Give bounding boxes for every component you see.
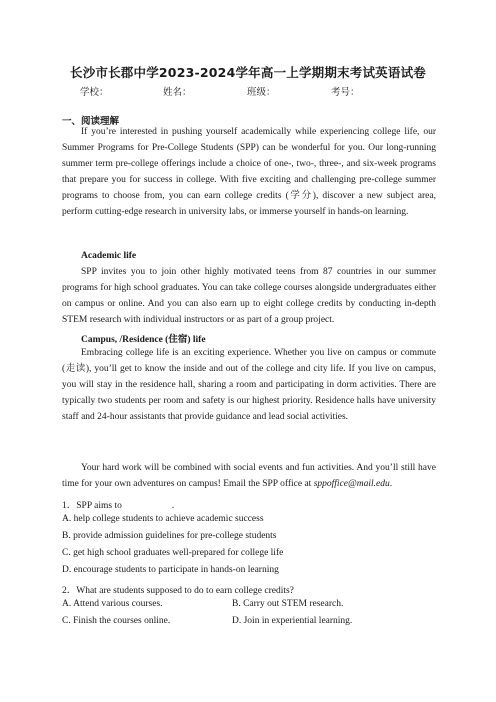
question-2-option-d: D. Join in experiential learning. — [232, 616, 353, 626]
number-field: 考号： — [331, 87, 360, 98]
paragraph-4-text: Your hard work will be combined with social events and fun activities. And you’ll still have time for your own adventures on campus! Email the SPP office at — [62, 463, 436, 489]
question-1-option-a: A. help college students to achieve academic success — [62, 514, 264, 524]
question-1-end: . — [171, 501, 175, 511]
question-2-option-c: C. Finish the courses online. — [62, 616, 171, 626]
passage-paragraph-2: SPP invites you to join other highly motivated teens from 87 countries in our summer programs for high school graduates. You can take college courses alongside undergraduates either on campus or online. And you can also earn up to eight college credits by conducting in-depth STEM research with individual instructors or as part of a group project. — [62, 267, 436, 325]
question-1-option-c: C. get high school graduates well-prepared for college life — [62, 548, 284, 558]
email-address: sppoffice@mail.edu — [313, 479, 390, 489]
passage-paragraph-1: If you’re interested in pushing yourself academically while experiencing college life, our Summer Programs for Pre-College Students (SPP) can be wonderful for you. Our long-running summer term pre-college offerings include a choice of one-, two-, three-, and six-week programs that prepare you for success in college. With five exciting and challenging pre-college summer programs to choose from, you can earn college credits (学分), discover a new subject area, perform cutting-edge research in university labs, or immerse yourself in hands-on learning. — [62, 127, 436, 217]
passage-paragraph-4 — [62, 460, 436, 492]
question-2-option-b: B. Carry out STEM research. — [232, 599, 344, 609]
class-field: 班级： — [247, 87, 276, 98]
exam-title: 长沙市长郡中学2023-2024学年高一上学期期末考试英语试卷 — [70, 65, 426, 80]
question-2-option-a: A. Attend various courses. — [62, 599, 163, 609]
section-heading: 一、阅读理解 — [62, 116, 120, 127]
question-1-stem — [62, 497, 174, 511]
subheading-academic-life: Academic life — [81, 251, 137, 261]
question-1-text: 1．SPP aims to — [62, 501, 122, 511]
question-1-option-b: B. provide admission guidelines for pre-college students — [62, 531, 277, 541]
name-field: 姓名： — [163, 87, 192, 98]
question-1-option-d: D. encourage students to participate in hands-on learning — [62, 565, 279, 575]
question-2-stem: 2．What are students supposed to do to earn college credits? — [62, 586, 294, 596]
paragraph-4-end: . — [389, 479, 393, 489]
passage-paragraph-3: Embracing college life is an exciting experience. Whether you live on campus or commute (走读), you’ll get to know the inside and out of the college and city life. If you live on campus, you will stay in the residence hall, sharing a room and participating in dorm activities. There are typically two students per room and safety is our highest priority. Residence halls have university staff and 24-hour assistants that provide guidance and lead social activities. — [62, 348, 436, 422]
school-field: 学校： — [80, 87, 109, 98]
subheading-campus-life: Campus, /Residence (住宿) life — [81, 335, 206, 345]
